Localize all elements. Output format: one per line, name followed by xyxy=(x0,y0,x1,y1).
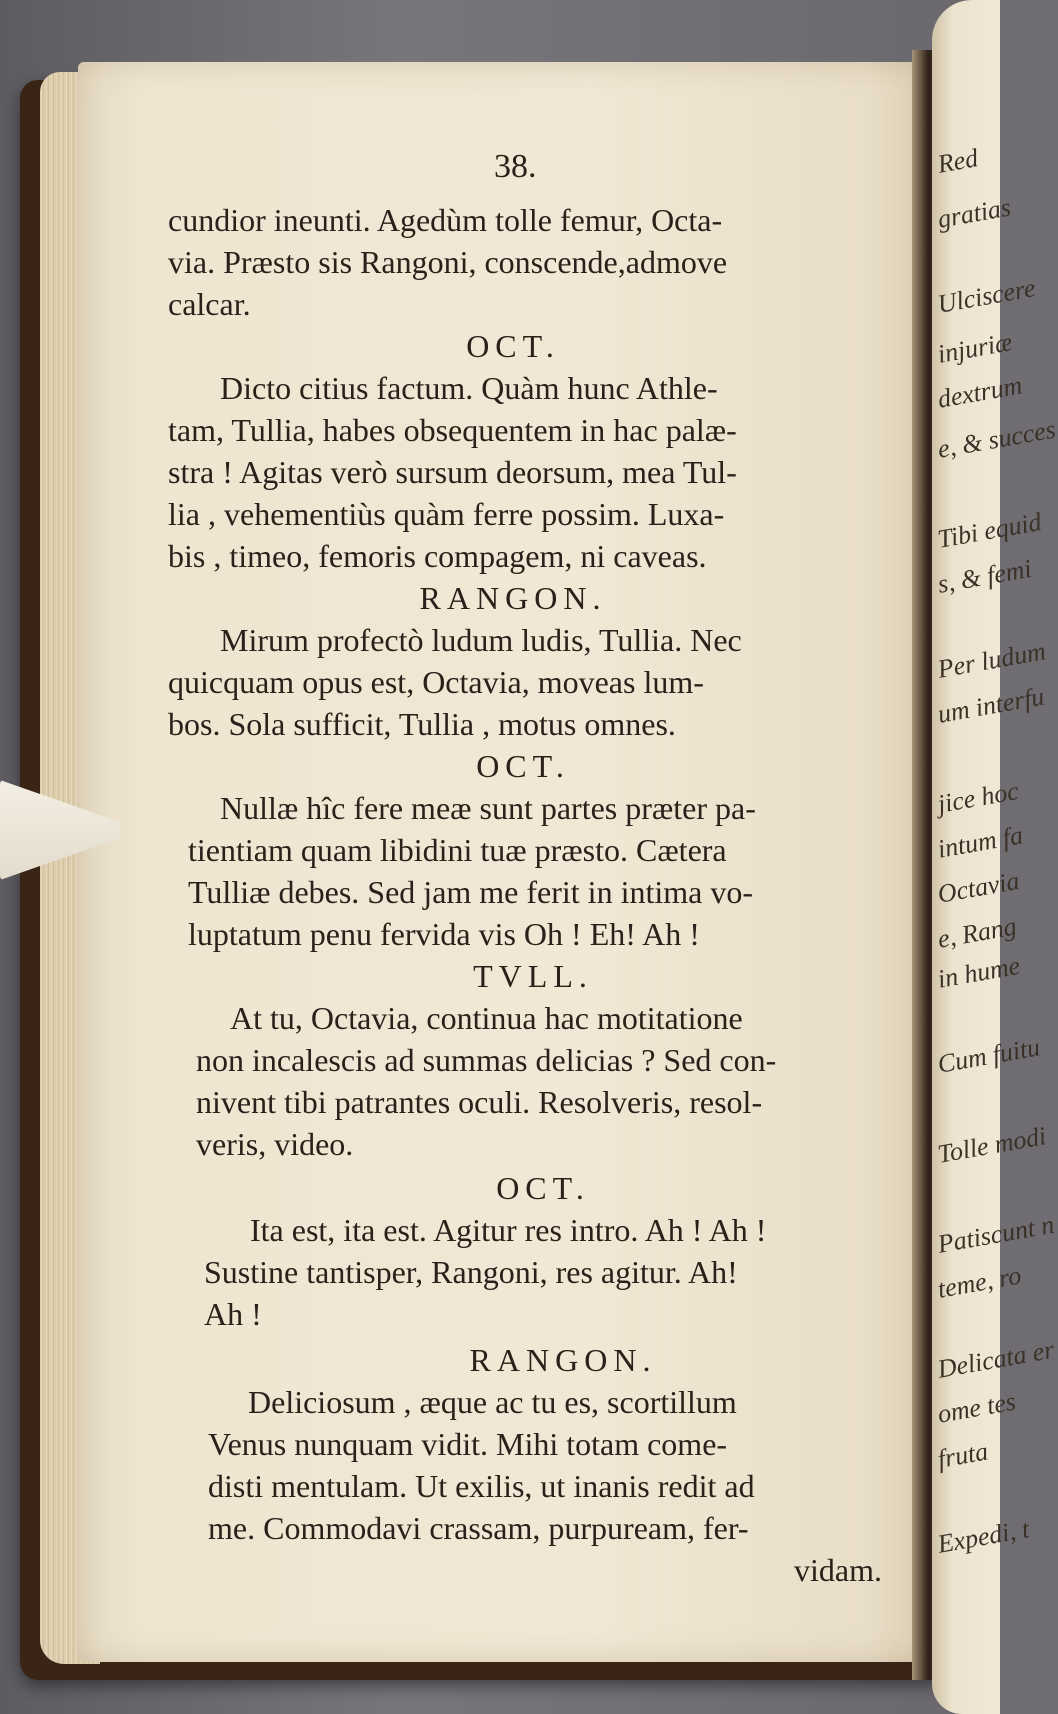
text-line: Venus nunquam vidit. Mihi totam come- xyxy=(208,1426,728,1462)
speaker-heading: RANGON. xyxy=(469,1342,657,1378)
text-line: luptatum penu fervida vis Oh ! Eh! Ah ! xyxy=(188,916,700,952)
facing-page-fragment: injuriæ xyxy=(935,327,1015,369)
catchword: vidam. xyxy=(794,1552,882,1588)
text-line: At tu, Octavia, continua hac motitatione xyxy=(230,1000,743,1036)
text-line: via. Præsto sis Rangoni, conscende,admove xyxy=(168,244,728,280)
text-line: nivent tibi patrantes oculi. Resolveris, resol- xyxy=(196,1084,763,1120)
text-line: lia , vehementiùs quàm ferre possim. Luxa- xyxy=(168,496,725,532)
facing-page-fragment: dextrum xyxy=(935,370,1025,414)
text-line: Nullæ hîc fere meæ sunt partes præter pa- xyxy=(220,790,756,826)
facing-page-fragment: Patiscunt n xyxy=(935,1209,1057,1259)
text-line: tientiam quam libidini tuæ præsto. Cætera xyxy=(188,832,727,868)
facing-page-fragment: fruta xyxy=(935,1436,991,1474)
page-number: 38. xyxy=(494,148,537,185)
facing-page-fragment: Red xyxy=(935,143,981,179)
text-line: Ita est, ita est. Agitur res intro. Ah ! Ah ! xyxy=(250,1212,767,1248)
facing-page-fragment: Ulciscere xyxy=(935,273,1038,319)
facing-page-fragment: intum fa xyxy=(935,820,1026,864)
text-line: Sustine tantisper, Rangoni, res agitur. Ah! xyxy=(204,1254,738,1290)
text-line: quicquam opus est, Octavia, moveas lum- xyxy=(168,664,704,700)
text-line: calcar. xyxy=(168,286,251,322)
text-line: stra ! Agitas verò sursum deorsum, mea Tul- xyxy=(168,454,737,490)
facing-page-fragment: Octavia xyxy=(935,865,1022,909)
text-line: Dicto citius factum. Quàm hunc Athle- xyxy=(220,370,718,406)
text-line: tam, Tullia, habes obsequentem in hac palæ- xyxy=(168,412,737,448)
text-line: bos. Sola sufficit, Tullia , motus omnes. xyxy=(168,706,676,742)
facing-page-fragment: Cum fuitu xyxy=(935,1032,1043,1079)
text-line: me. Commodavi crassam, purpuream, fer- xyxy=(208,1510,749,1546)
facing-page-fragment: Delicata er xyxy=(935,1334,1057,1384)
speaker-heading: RANGON. xyxy=(419,580,607,616)
facing-page xyxy=(932,0,1058,1714)
facing-page-fragment: Tibi equid xyxy=(935,507,1044,554)
text-line: veris, video. xyxy=(196,1126,354,1162)
speaker-heading: OCT. xyxy=(476,748,570,784)
text-line: Mirum profectò ludum ludis, Tullia. Nec xyxy=(220,622,742,658)
speaker-heading: TVLL. xyxy=(473,958,593,994)
facing-page-fragment: s, & femi xyxy=(935,553,1034,599)
facing-page-fragment: ome tes xyxy=(935,1386,1018,1429)
facing-page-fragment: e, & succes xyxy=(935,414,1058,464)
text-line: disti mentulam. Ut exilis, ut inanis redit ad xyxy=(208,1468,755,1504)
speaker-heading: OCT. xyxy=(496,1170,590,1206)
text-line: Tulliæ debes. Sed jam me ferit in intima vo- xyxy=(188,874,753,910)
facing-page-fragment: in hume xyxy=(935,950,1023,994)
facing-page-fragment: gratias xyxy=(935,192,1013,234)
text-line: Deliciosum , æque ac tu es, scortillum xyxy=(248,1384,737,1420)
text-line: cundior ineunti. Agedùm tolle femur, Octa- xyxy=(168,202,723,238)
facing-page-fragment: um interfu xyxy=(935,681,1047,729)
text-line: non incalescis ad summas delicias ? Sed con- xyxy=(196,1042,777,1078)
text-line: Ah ! xyxy=(204,1296,262,1332)
text-line: bis , timeo, femoris compagem, ni caveas. xyxy=(168,538,707,574)
speaker-heading: OCT. xyxy=(466,328,560,364)
facing-page-fragment: Per ludum xyxy=(935,636,1048,684)
facing-page-fragment: Tolle modi xyxy=(935,1121,1049,1169)
facing-page-fragment: Expedi, t xyxy=(935,1514,1032,1559)
facing-page-fragment: jice hoc xyxy=(935,776,1021,819)
facing-page-fragment: e, Rang xyxy=(935,911,1019,954)
facing-page-fragment: teme, ro xyxy=(935,1260,1024,1304)
